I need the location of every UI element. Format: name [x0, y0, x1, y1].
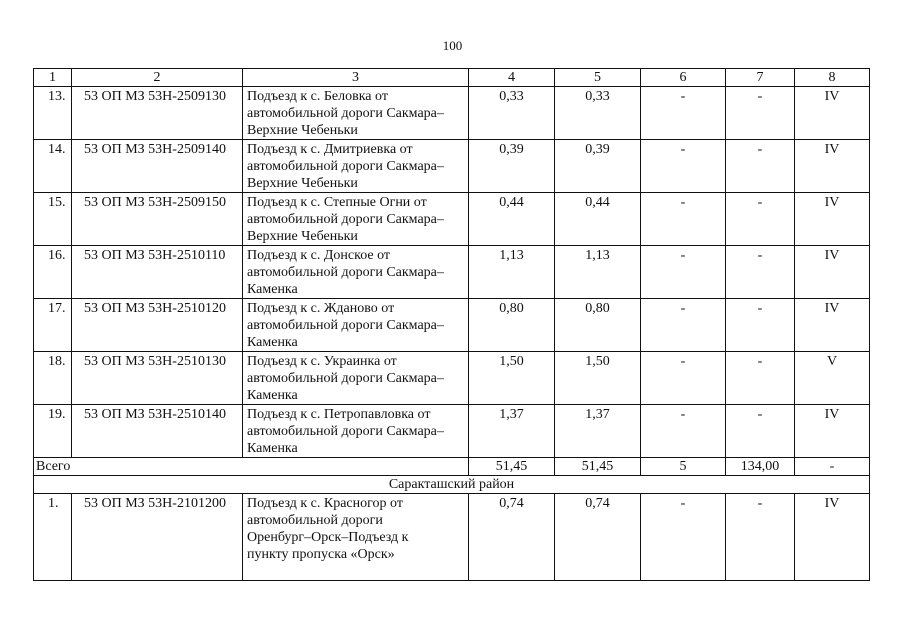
header-cell: 3 — [243, 69, 469, 87]
total-col5: 51,45 — [555, 458, 641, 476]
category: IV — [795, 299, 870, 352]
row-number: 13. — [34, 87, 72, 140]
road-name: Подъезд к с. Беловка от автомобильной дороги Сакмара– Верхние Чебеньки — [243, 87, 469, 140]
value-col6: - — [641, 193, 726, 246]
value-col7: - — [726, 87, 795, 140]
total-col6: 5 — [641, 458, 726, 476]
page-number: 100 — [442, 38, 463, 53]
value-col4: 0,33 — [469, 87, 555, 140]
value-col5: 1,13 — [555, 246, 641, 299]
value-col6: - — [641, 87, 726, 140]
value-col6: - — [641, 246, 726, 299]
row-number: 15. — [34, 193, 72, 246]
road-name: Подъезд к с. Дмитриевка от автомобильной дороги Сакмара– Верхние Чебеньки — [243, 140, 469, 193]
value-col4: 1,37 — [469, 405, 555, 458]
value-col6: - — [641, 405, 726, 458]
header-row — [34, 69, 870, 87]
value-col7: - — [726, 494, 795, 581]
header-cell: 8 — [795, 69, 870, 87]
category: IV — [795, 246, 870, 299]
total-col8: - — [795, 458, 870, 476]
table-row — [34, 494, 870, 581]
header-cell: 5 — [555, 69, 641, 87]
district-row — [34, 476, 870, 494]
table-row — [34, 87, 870, 140]
table-row — [34, 299, 870, 352]
road-code: 53 ОП МЗ 53Н-2510130 — [72, 352, 243, 405]
value-col6: - — [641, 299, 726, 352]
value-col4: 1,13 — [469, 246, 555, 299]
value-col5: 0,80 — [555, 299, 641, 352]
total-row — [34, 458, 870, 476]
category: V — [795, 352, 870, 405]
category: IV — [795, 193, 870, 246]
total-label: Всего — [34, 458, 469, 476]
district-title: Саракташский район — [34, 476, 870, 494]
road-name: Подъезд к с. Донское от автомобильной дороги Сакмара– Каменка — [243, 246, 469, 299]
value-col7: - — [726, 352, 795, 405]
category: IV — [795, 87, 870, 140]
row-number: 19. — [34, 405, 72, 458]
value-col5: 1,37 — [555, 405, 641, 458]
value-col7: - — [726, 193, 795, 246]
table-row — [34, 193, 870, 246]
road-code: 53 ОП МЗ 53Н-2510110 — [72, 246, 243, 299]
value-col7: - — [726, 299, 795, 352]
value-col5: 0,74 — [555, 494, 641, 581]
road-name: Подъезд к с. Жданово от автомобильной дороги Сакмара– Каменка — [243, 299, 469, 352]
road-code: 53 ОП МЗ 53Н-2509150 — [72, 193, 243, 246]
road-code: 53 ОП МЗ 53Н-2509140 — [72, 140, 243, 193]
value-col7: - — [726, 246, 795, 299]
value-col7: - — [726, 140, 795, 193]
category: IV — [795, 140, 870, 193]
value-col5: 1,50 — [555, 352, 641, 405]
row-number: 18. — [34, 352, 72, 405]
road-code: 53 ОП МЗ 53Н-2510120 — [72, 299, 243, 352]
table-row — [34, 405, 870, 458]
road-name: Подъезд к с. Петропавловка от автомобильной дороги Сакмара– Каменка — [243, 405, 469, 458]
value-col4: 1,50 — [469, 352, 555, 405]
row-number: 1. — [34, 494, 72, 581]
header-cell: 7 — [726, 69, 795, 87]
category: IV — [795, 494, 870, 581]
value-col4: 0,44 — [469, 193, 555, 246]
value-col5: 0,33 — [555, 87, 641, 140]
road-code: 53 ОП МЗ 53Н-2509130 — [72, 87, 243, 140]
category: IV — [795, 405, 870, 458]
road-name: Подъезд к с. Украинка от автомобильной дороги Сакмара– Каменка — [243, 352, 469, 405]
header-cell: 2 — [72, 69, 243, 87]
road-code: 53 ОП МЗ 53Н-2101200 — [72, 494, 243, 581]
value-col7: - — [726, 405, 795, 458]
row-number: 16. — [34, 246, 72, 299]
value-col5: 0,39 — [555, 140, 641, 193]
value-col6: - — [641, 140, 726, 193]
road-name: Подъезд к с. Степные Огни от автомобильной дороги Сакмара– Верхние Чебеньки — [243, 193, 469, 246]
value-col4: 0,80 — [469, 299, 555, 352]
value-col4: 0,74 — [469, 494, 555, 581]
value-col5: 0,44 — [555, 193, 641, 246]
header-cell: 6 — [641, 69, 726, 87]
header-cell: 4 — [469, 69, 555, 87]
table-row — [34, 140, 870, 193]
total-col4: 51,45 — [469, 458, 555, 476]
road-code: 53 ОП МЗ 53Н-2510140 — [72, 405, 243, 458]
value-col4: 0,39 — [469, 140, 555, 193]
table-row — [34, 246, 870, 299]
value-col6: - — [641, 352, 726, 405]
table-row — [34, 352, 870, 405]
row-number: 14. — [34, 140, 72, 193]
header-cell: 1 — [34, 69, 72, 87]
row-number: 17. — [34, 299, 72, 352]
road-name: Подъезд к с. Красногор от автомобильной дороги Оренбург–Орск–Подъезд к пункту пропуска «Орск» — [243, 494, 469, 581]
value-col6: - — [641, 494, 726, 581]
total-col7: 134,00 — [726, 458, 795, 476]
roads-table — [33, 68, 870, 581]
